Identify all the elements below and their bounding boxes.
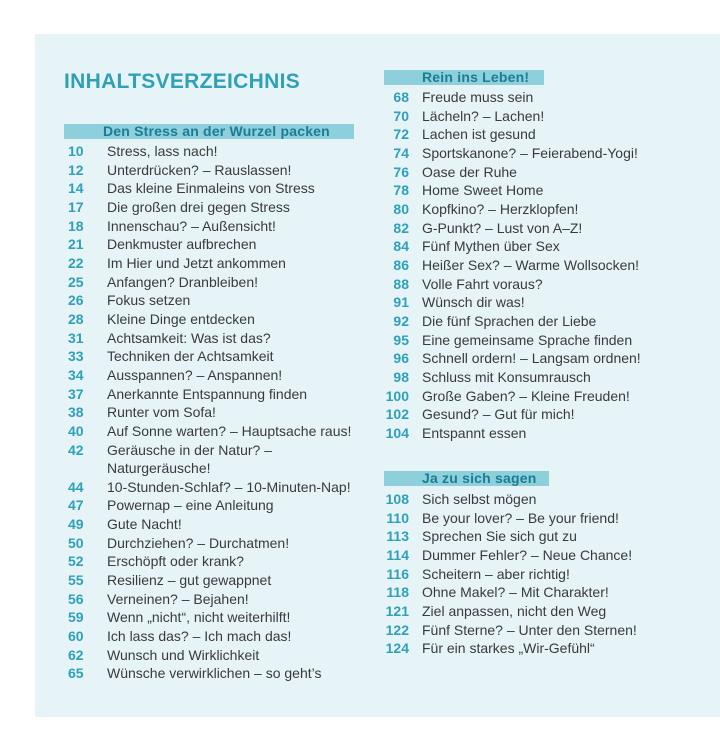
entry-title: Fünf Mythen über Sex [422,238,560,255]
entry-title: Anerkannte Entspannung finden [107,385,308,402]
entry-title: Fünf Sterne? – Unter den Sternen! [422,621,637,638]
entry-title: Im Hier und Jetzt ankommen [107,254,286,271]
entry-title: Ich lass das? – Ich mach das! [107,628,292,645]
page-number: 34 [68,366,84,383]
entry-title: Achtsamkeit: Was ist das? [107,329,271,346]
section-heading-ja [384,471,549,488]
page-number: 118 [386,584,409,601]
page-number: 14 [68,180,84,197]
page-number: 86 [393,256,409,273]
entry-title: Wünsch dir was! [422,294,525,311]
page-number: 72 [393,126,409,143]
entry-title: Kleine Dinge entdecken [107,310,255,327]
section-title: Rein ins Leben! [422,69,530,85]
entry-title: Kopfkino? – Herzklopfen! [422,200,579,217]
entry-title: Erschöpft oder krank? [107,553,244,570]
section-marker [384,471,418,486]
page-number: 28 [68,310,84,327]
entry-title: 10-Stunden-Schlaf? – 10-Minuten-Nap! [107,478,351,495]
page-number: 55 [68,572,84,589]
page-number: 80 [393,200,409,217]
entry-title: Stress, lass nach! [107,143,218,159]
entry-title: Sprechen Sie sich gut zu [422,528,577,545]
page-number: 25 [68,273,84,290]
entry-title: Auf Sonne warten? – Hauptsache raus! [107,422,352,439]
page-number: 38 [68,404,84,421]
page-number: 100 [385,387,409,404]
page-number: 68 [393,89,409,105]
entry-title: Denkmuster aufbrechen [107,236,257,253]
page-number: 110 [386,509,409,526]
entry-title: Resilienz – gut gewappnet [107,572,272,589]
entry-title: Freude muss sein [422,89,534,105]
page-number: 21 [68,236,84,253]
page-number: 92 [393,312,409,329]
entry-title: Sportskanone? – Feierabend-Yogi! [422,144,638,161]
entry-title: Wunsch und Wirklichkeit [107,646,260,663]
entry-title: Runter vom Sofa! [107,404,216,421]
page-number: 10 [68,143,84,159]
page-number: 95 [393,331,409,348]
entry-title: Home Sweet Home [422,182,544,199]
entry-title: Anfangen? Dranbleiben! [107,273,259,290]
page-number: 108 [385,491,409,507]
page-number: 31 [68,329,84,346]
page-number: 70 [393,107,409,124]
page-number: 113 [386,528,409,545]
page-number: 33 [68,348,84,365]
page-number: 50 [68,534,84,551]
entry-title: Sich selbst mögen [422,491,537,507]
entry-title: Heißer Sex? – Warme Wollsocken! [422,256,640,273]
page-number: 65 [68,665,84,682]
page-number: 116 [386,565,409,582]
section-title: Den Stress an der Wurzel packen [103,123,330,139]
page-number: 12 [68,161,84,178]
entry-title: Lachen ist gesund [422,126,536,143]
entry-title: Lächeln? – Lachen! [422,107,545,124]
entry-title: Das kleine Einmaleins von Stress [107,180,315,197]
page-number: 49 [68,516,84,533]
page-number: 124 [385,640,409,657]
entry-title: Für ein starkes „Wir-Gefühl“ [422,640,595,657]
entry-title: Naturgeräusche! [107,460,211,477]
entry-title: Unterdrücken? – Rauslassen! [107,161,292,178]
page-number: 62 [68,646,84,663]
page-number: 47 [68,497,84,514]
page-number: 22 [68,254,84,271]
page-number: 96 [393,350,409,367]
page-number: 91 [393,294,409,311]
page-number: 104 [385,424,409,441]
page-number: 56 [68,590,84,607]
entry-title: Durchziehen? – Durchatmen! [107,534,290,551]
page-number: 52 [68,553,84,570]
page-number: 60 [68,628,84,645]
page-number: 114 [386,546,409,563]
entry-title: Scheitern – aber richtig! [422,565,570,582]
entry-title: Die großen drei gegen Stress [107,198,290,215]
entry-title: Wenn „nicht“, nicht weiterhilft! [107,609,291,626]
entry-title: Schnell ordern! – Langsam ordnen! [422,350,641,367]
page-number: 84 [393,238,409,255]
entry-title: Große Gaben? – Kleine Freuden! [422,387,630,404]
entry-title: Ziel anpassen, nicht den Weg [422,602,607,619]
entry-title: Fokus setzen [107,292,191,309]
entry-title: Techniken der Achtsamkeit [107,348,274,365]
entry-title: Be your lover? – Be your friend! [422,509,619,526]
entry-title: Volle Fahrt voraus? [422,275,543,292]
page-number: 42 [68,441,84,458]
entry-title: Eine gemeinsame Sprache finden [422,331,633,348]
page-number: 26 [68,292,84,309]
entry-title: Schluss mit Konsumrausch [422,368,591,385]
page-number: 88 [393,275,409,292]
page-number: 18 [68,217,84,234]
entry-title: Verneinen? – Bejahen! [107,590,249,607]
entry-title: Dummer Fehler? – Neue Chance! [422,546,633,563]
page-number: 40 [68,422,84,439]
page-number: 44 [68,478,84,495]
page-number: 17 [68,198,84,215]
entry-title: Gesund? – Gut für mich! [422,406,575,423]
section-heading-stress [64,124,354,141]
page-number: 122 [385,621,409,638]
page-number: 37 [68,385,84,402]
entry-title: Ohne Makel? – Mit Charakter! [422,584,609,601]
entry-title: Die fünf Sprachen der Liebe [422,312,597,329]
entry-title: Oase der Ruhe [422,163,517,180]
page-number: 102 [385,406,409,423]
page-number: 82 [393,219,409,236]
entry-title: Gute Nacht! [107,516,182,533]
section-heading-leben [384,70,544,87]
section-title: Ja zu sich sagen [422,470,537,486]
entry-title: G-Punkt? – Lust von A–Z! [422,219,583,236]
page-number: 121 [385,602,409,619]
page-number: 98 [393,368,409,385]
page-number: 76 [393,163,409,180]
entry-title: Innenschau? – Außensicht! [107,217,276,234]
page-number: 78 [393,182,409,199]
page-number: 59 [68,609,84,626]
section-marker [384,70,418,85]
page-number: 74 [393,144,409,161]
entry-title: Powernap – eine Anleitung [107,497,274,514]
page-title: INHALTSVERZEICHNIS [64,70,301,93]
entry-title: Geräusche in der Natur? – [107,441,272,458]
entry-title: Wünsche verwirklichen – so geht’s [107,665,322,682]
entry-title: Entspannt essen [422,424,527,441]
entry-title: Ausspannen? – Anspannen! [107,366,283,383]
